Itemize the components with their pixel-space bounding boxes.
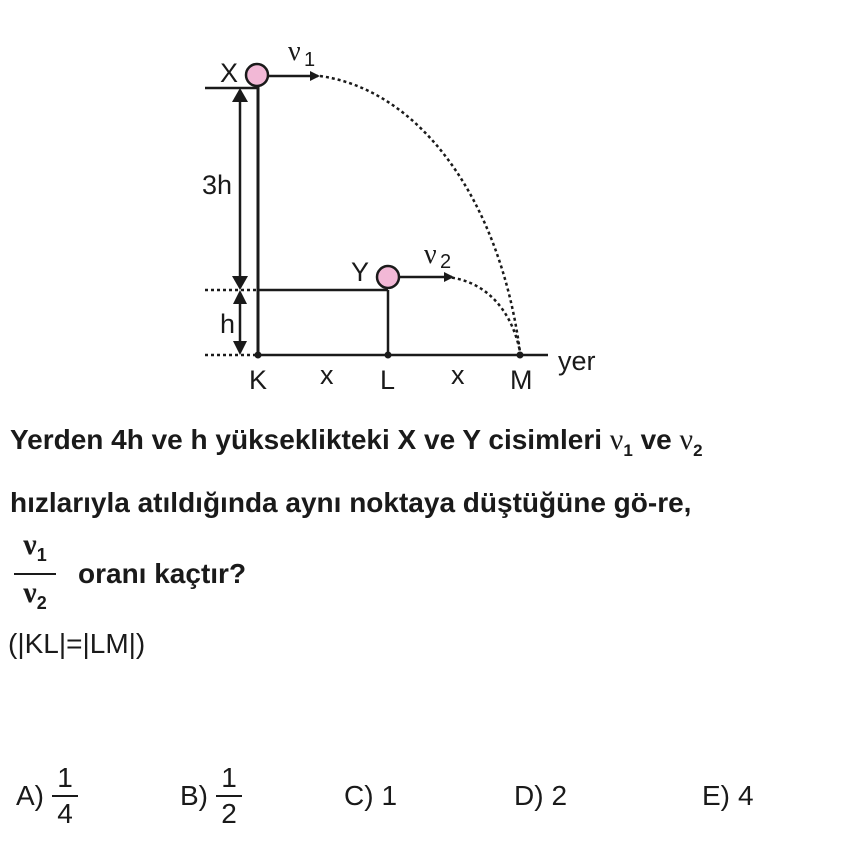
ratio-den-letter: ν (23, 576, 37, 609)
choice-b-label: B) (180, 780, 208, 811)
choice-a[interactable] (16, 756, 78, 836)
label-v2-sub: 2 (440, 251, 452, 273)
label-ground: yer (558, 346, 596, 376)
arrow-3h-bottom (232, 276, 248, 290)
ball-x (246, 64, 268, 86)
choice-d-value: 2 (551, 780, 568, 811)
choice-a-den: 4 (57, 798, 73, 829)
choice-b[interactable] (180, 756, 242, 836)
ratio-row (14, 530, 246, 618)
choice-d-label: D) (514, 780, 544, 811)
arrow-h-bottom (233, 341, 247, 355)
trajectory-x (320, 76, 520, 352)
choice-a-num: 1 (57, 762, 73, 793)
label-y: Y (351, 257, 370, 287)
ratio-question-text: oranı kaçtır? (78, 558, 247, 589)
choice-a-bar (52, 795, 78, 797)
label-v1: ν (288, 36, 301, 67)
choice-a-fraction (52, 763, 78, 829)
point-k-dot (255, 352, 262, 359)
choice-b-den: 2 (221, 798, 237, 829)
choice-b-bar (216, 795, 242, 797)
choice-b-num: 1 (221, 762, 237, 793)
point-m-dot (517, 352, 524, 359)
ratio-numerator (23, 530, 46, 570)
question-line-2: hızlarıyla atıldığında aynı noktaya düştüğüne gö-re, (10, 487, 692, 518)
ratio-num-letter: ν (23, 528, 37, 561)
ratio-bar (14, 573, 56, 575)
ratio-denominator (23, 578, 46, 618)
label-v1-sub: 1 (304, 49, 316, 71)
choice-d[interactable] (514, 756, 567, 836)
condition-text: (|KL|=|LM|) (8, 628, 146, 659)
choice-a-label: A) (16, 780, 44, 811)
label-x: X (220, 58, 239, 88)
label-k: K (249, 365, 268, 395)
label-v2: ν (424, 239, 437, 270)
label-dist-kl: x (320, 360, 334, 390)
arrow-h-top (233, 290, 247, 304)
v1-letter: ν (609, 423, 624, 456)
label-m: M (510, 365, 533, 395)
projectile-diagram (0, 0, 855, 400)
choice-c-value: 1 (381, 780, 398, 811)
v1-subscript: 1 (623, 441, 633, 460)
v2-subscript: 2 (693, 441, 703, 460)
ratio-den-sub: 2 (36, 593, 47, 613)
v2-symbol (679, 423, 703, 460)
point-l-dot (385, 352, 392, 359)
choice-c[interactable] (344, 756, 397, 836)
choice-e-label: E) (702, 780, 730, 811)
label-3h: 3h (202, 170, 233, 200)
choice-b-fraction (216, 763, 242, 829)
choice-e-value: 4 (738, 780, 754, 811)
v1-symbol (609, 423, 633, 460)
and-text: ve (632, 424, 680, 455)
label-h: h (220, 309, 236, 339)
choice-c-label: C) (344, 780, 374, 811)
ratio-num-sub: 1 (36, 545, 47, 565)
arrow-3h-top (232, 88, 248, 102)
question-line-1 (10, 423, 703, 461)
choice-e[interactable] (702, 756, 754, 836)
ratio-fraction (14, 530, 56, 618)
ball-y (377, 266, 399, 288)
v2-letter: ν (679, 423, 694, 456)
label-dist-lm: x (451, 360, 465, 390)
question-text-1: Yerden 4h ve h yükseklikteki X ve Y cisimleri (10, 424, 610, 455)
trajectory-y (446, 277, 520, 352)
label-l: L (380, 365, 396, 395)
